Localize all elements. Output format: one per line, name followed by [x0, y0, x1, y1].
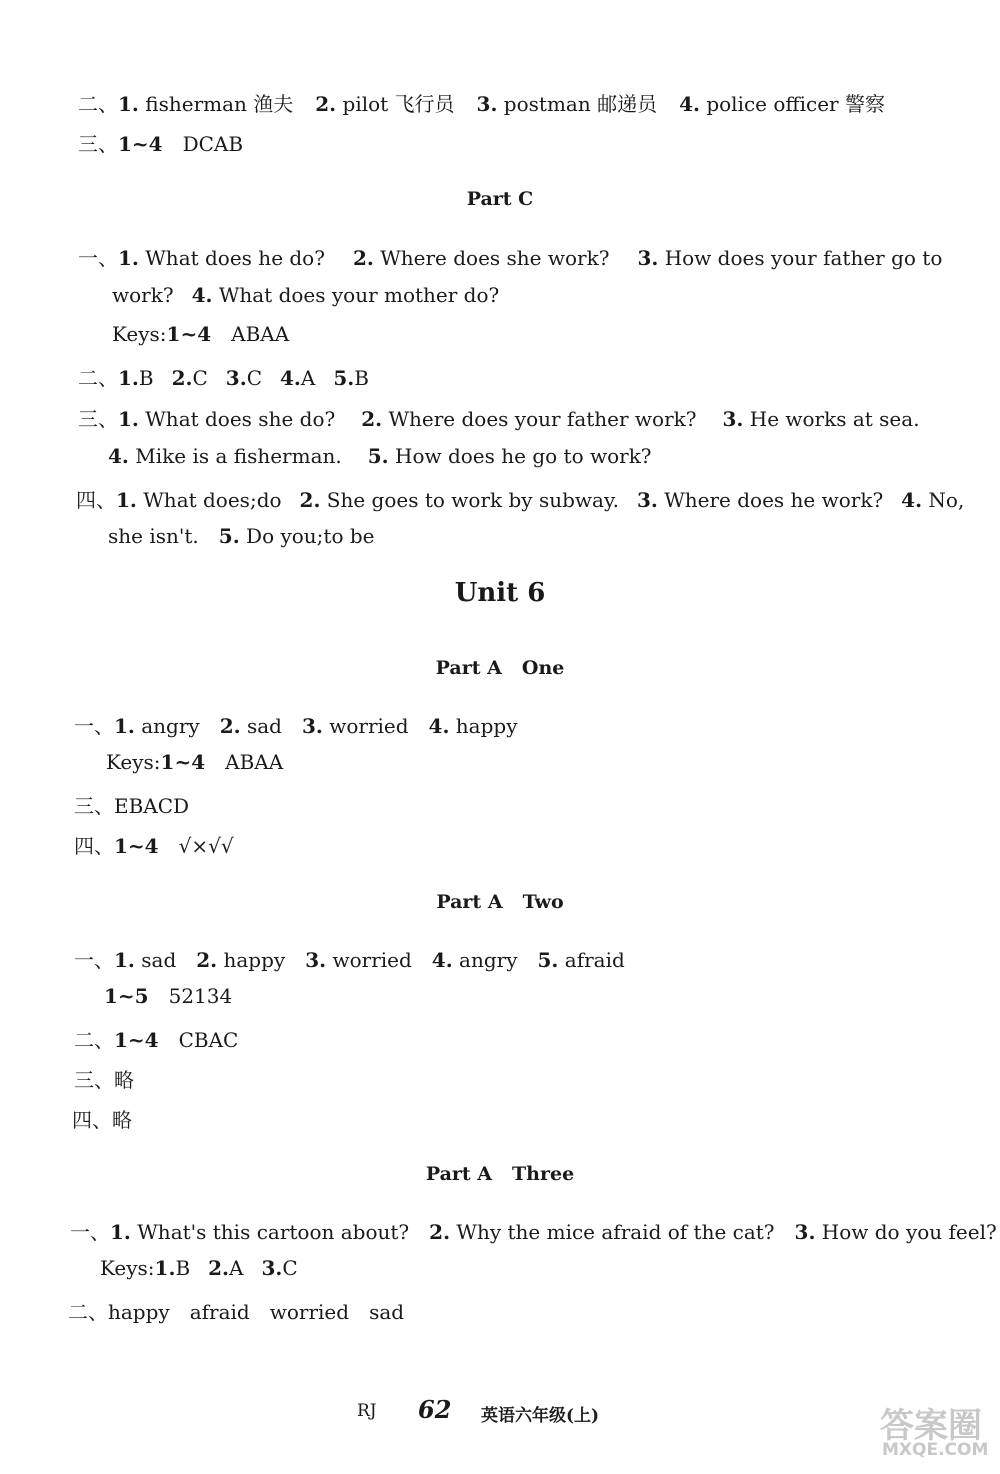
part-c-si-line: 四、1. What does;do 2. She goes to work by subway. 3. Where does he work? 4. No,: [76, 488, 965, 512]
unit-title: Unit 6: [454, 578, 546, 608]
answer-line-san: 三、1~4 DCAB: [78, 132, 244, 156]
page-number: 62: [418, 1395, 452, 1424]
part-a-two-er-line: 二、1~4 CBAC: [74, 1028, 239, 1052]
part-a-two-order: 1~5 52134: [104, 984, 233, 1008]
part-c-yi-line: 一、1. What does he do? 2. Where does she work? 3. How does your father go to: [78, 246, 943, 270]
part-c-er-line: 二、1.B 2.C 3.C 4.A 5.B: [78, 366, 369, 390]
part-a-one-heading: Part A One: [435, 657, 565, 679]
part-a-two-heading: Part A Two: [436, 891, 564, 913]
part-a-two-yi-line: 一、1. sad 2. happy 3. worried 4. angry 5. afraid: [74, 948, 625, 972]
part-c-san-line-2: 4. Mike is a fisherman. 5. How does he go to work?: [108, 444, 652, 468]
part-c-keys: Keys:1~4 ABAA: [112, 322, 290, 346]
part-c-si-cont: she isn't. 5. Do you;to be: [108, 524, 375, 548]
edition-label: RJ: [357, 1401, 377, 1421]
part-a-two-san-line: 三、略: [74, 1068, 134, 1092]
part-a-one-keys: Keys:1~4 ABAA: [106, 750, 284, 774]
part-a-one-yi-line: 一、1. angry 2. sad 3. worried 4. happy: [74, 714, 518, 738]
part-c-heading: Part C: [466, 188, 534, 210]
part-c-san-line: 三、1. What does she do? 2. Where does your father work? 3. He works at sea.: [78, 407, 920, 431]
part-a-one-si-line: 四、1~4 √×√√: [74, 834, 234, 858]
part-a-two-si-line: 四、略: [72, 1108, 132, 1132]
watermark-logo: 答案圈: [880, 1406, 982, 1446]
part-a-three-heading: Part A Three: [425, 1163, 575, 1185]
book-title: 英语六年级(上): [481, 1406, 600, 1426]
part-a-three-keys: Keys:1.B 2.A 3.C: [100, 1256, 298, 1280]
watermark-url: MXQE.COM: [882, 1440, 989, 1460]
part-a-three-yi-line: 一、1. What's this cartoon about? 2. Why the mice afraid of the cat? 3. How do you feel?: [70, 1220, 997, 1244]
part-c-yi-cont: work? 4. What does your mother do?: [112, 283, 500, 307]
part-a-three-er-line: 二、happy afraid worried sad: [68, 1300, 405, 1324]
answer-line-er: 二、1. fisherman 渔夫 2. pilot 飞行员 3. postman 邮递员 4. police officer 警察: [78, 92, 885, 116]
part-a-one-san-line: 三、EBACD: [74, 794, 190, 818]
